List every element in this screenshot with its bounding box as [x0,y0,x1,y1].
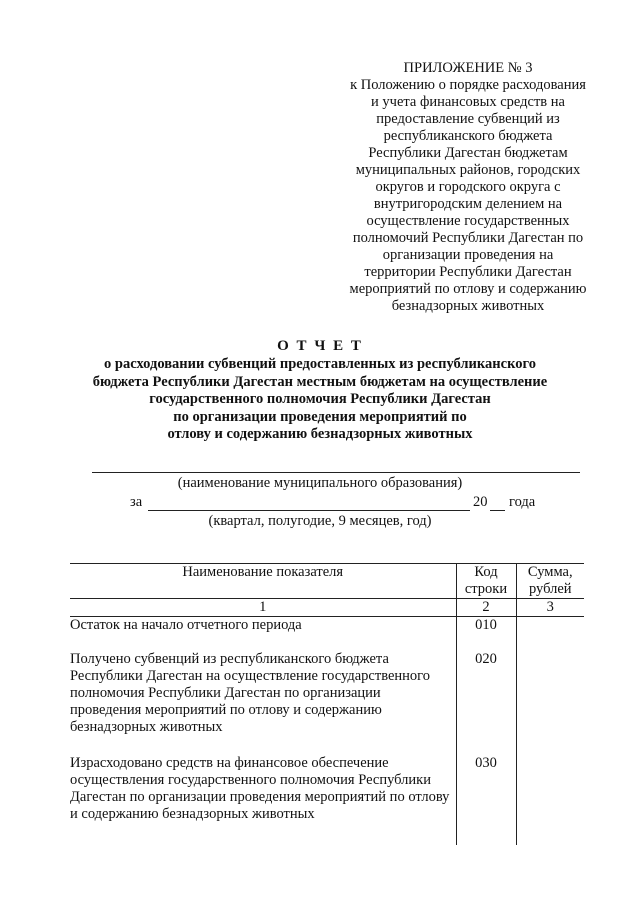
row-name: Получено субвенций из республиканского бюджета Республики Дагестан на осуществление государственного полномочия Республики Дагестан по организации проведения мероприятий по отлову и содержанию безнадзорных животных [70,651,431,735]
appendix-line: предоставление субвенций из [376,111,560,127]
row-code: 030 [456,755,516,845]
year-suffix: года [509,494,536,510]
row-code: 010 [456,617,516,652]
appendix-line: к Положению о порядке расходования [350,77,586,93]
appendix-line: полномочий Республики Дагестан по [352,230,584,246]
municipality-caption: (наименование муниципального образования) [177,475,463,491]
subtitle-line: государственного полномочия Республики Дагестан [149,391,491,407]
period-caption: (квартал, полугодие, 9 месяцев, год) [208,513,432,529]
table-column-numbers [70,599,584,617]
appendix-block [318,60,618,315]
appendix-line: республиканского бюджета [383,128,553,144]
report-title: О Т Ч Е Т [277,338,363,354]
row-sum [516,651,584,755]
row-code: 020 [456,651,516,755]
municipality-fill-line [92,472,580,473]
header-name: Наименование показателя [70,564,456,599]
appendix-line: безнадзорных животных [391,298,545,314]
period-prefix: за [130,494,143,510]
year-prefix: 20 [473,494,488,510]
report-subtitle [40,356,600,444]
appendix-line: внутригородским делением на [373,196,563,212]
table-row [70,755,584,845]
appendix-line: территории Республики Дагестан [364,264,572,280]
appendix-line: организации проведения на [382,247,554,263]
appendix-line: муниципальных районов, городских [355,162,581,178]
row-sum [516,755,584,845]
subtitle-line: о расходовании субвенций предоставленных из республиканского [104,356,536,372]
row-name: Израсходовано средств на финансовое обеспечение осуществления государственного полномочия Республики Дагестан по организации проведения мероприятий по отлову и содержанию безнадзорных животных [70,755,450,822]
period-fill-line [148,510,470,511]
subtitle-line: по организации проведения мероприятий по [173,408,467,425]
table-header-row [70,564,584,599]
appendix-line: осуществление государственных [366,213,570,229]
column-number: 3 [516,599,584,617]
row-sum [516,617,584,652]
table-row [70,617,584,652]
appendix-line: и учета финансовых средств на [371,94,565,110]
appendix-line: Республики Дагестан бюджетам [368,145,568,161]
year-fill-line [490,510,505,511]
header-sum: Сумма, рублей [516,564,584,599]
subtitle-line: бюджета Республики Дагестан местным бюджетам на осуществление [92,373,548,390]
table-row [70,651,584,755]
report-table [70,563,584,845]
appendix-title: ПРИЛОЖЕНИЕ № 3 [403,60,533,76]
row-name: Остаток на начало отчетного периода [70,617,302,633]
appendix-line: мероприятий по отлову и содержанию [349,281,587,297]
appendix-line: округов и городского округа с [375,179,561,195]
subtitle-line: отлову и содержанию безнадзорных животных [167,426,473,442]
header-code: Код строки [456,564,516,599]
column-number: 2 [456,599,516,617]
column-number: 1 [70,599,456,617]
